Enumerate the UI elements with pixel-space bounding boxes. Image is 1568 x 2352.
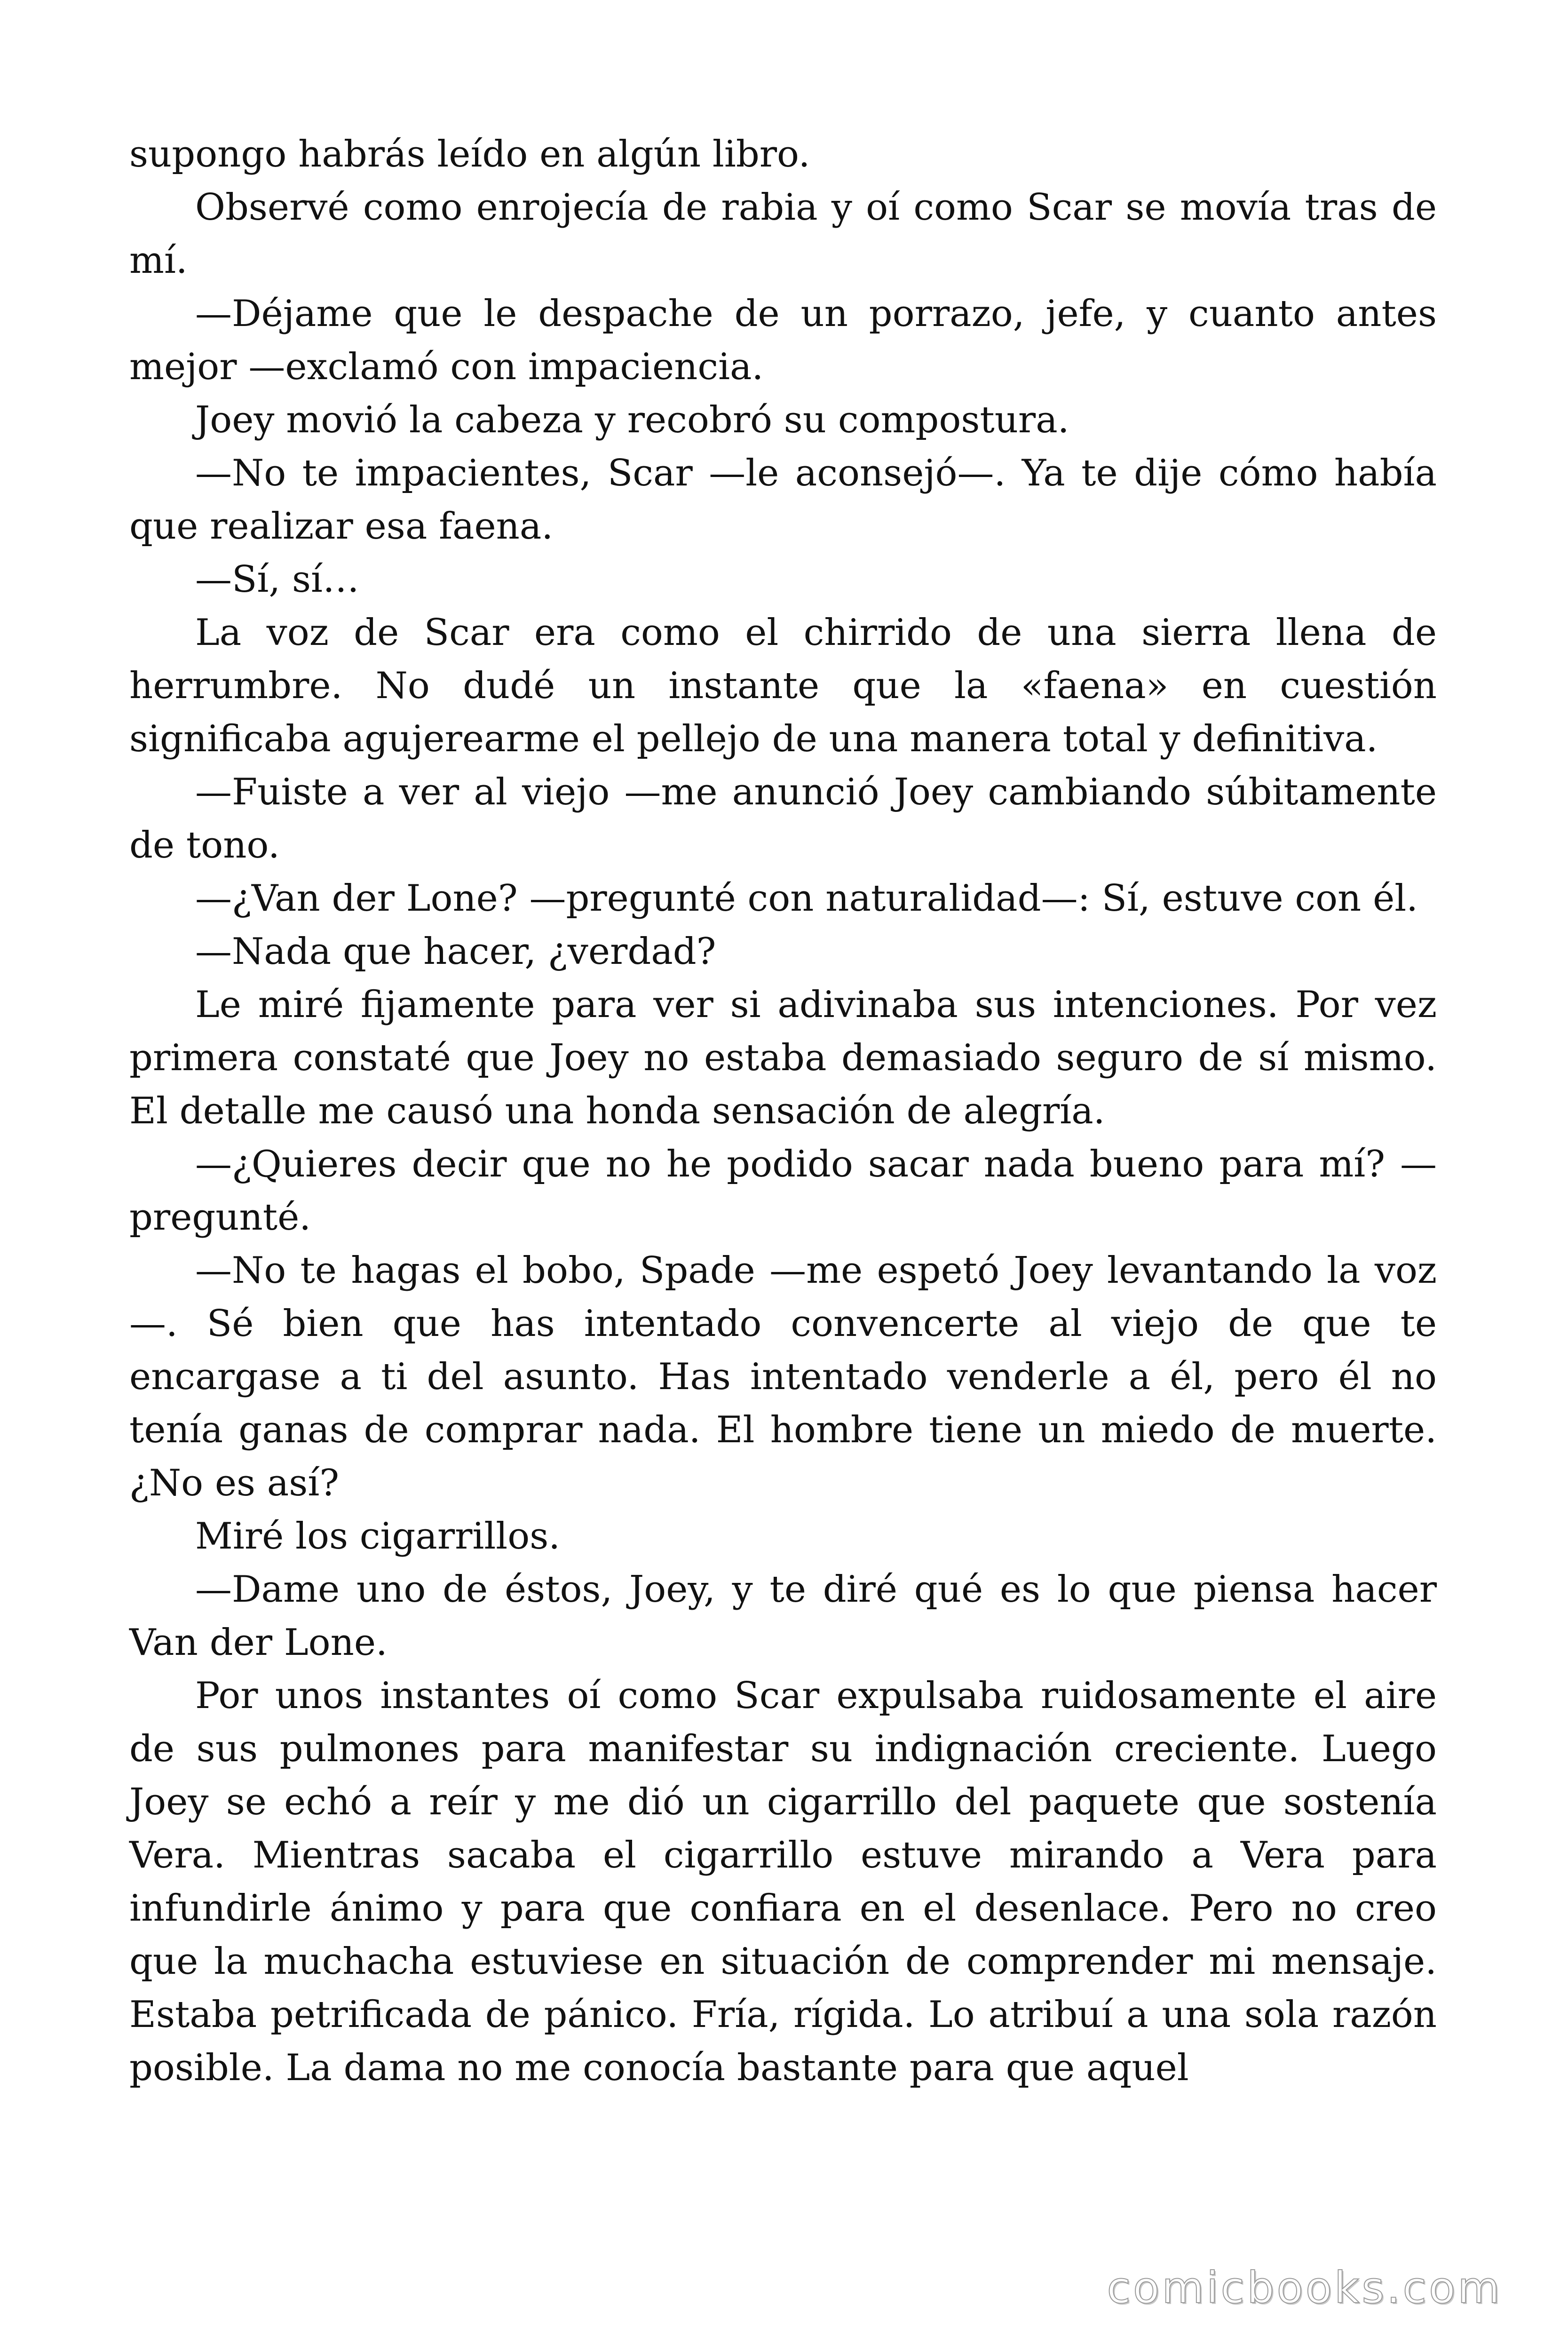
paragraph-5: —No te impacientes, Scar —le aconsejó—. Ya te dije cómo había que realizar esa faena. <box>129 452 1437 548</box>
paragraph-12: —¿Quieres decir que no he podido sacar nada bueno para mí? —pregunté. <box>129 1143 1437 1239</box>
paragraph-6: —Sí, sí… <box>195 558 359 601</box>
paragraph-2: Observé como enrojecía de rabia y oí como Scar se movía tras de mí. <box>129 186 1437 282</box>
watermark-text: comicbooks.com <box>1107 2263 1502 2313</box>
paragraph-15: —Dame uno de éstos, Joey, y te diré qué es lo que piensa hacer Van der Lone. <box>129 1568 1437 1664</box>
paragraph-8: —Fuiste a ver al viejo —me anunció Joey cambiando súbitamente de tono. <box>129 771 1437 866</box>
paragraph-16: Por unos instantes oí como Scar expulsaba ruidosamente el aire de sus pulmones para manifestar su indignación creciente. Luego Joey se echó a reír y me dió un cigarrillo del paquete que sostenía Vera. Mientras sacaba el cigarrillo estuve mirando a Vera para infundirle ánimo y para que confiara en el desenlace. Pero no creo que la muchacha estuviese en situación de comprender mi mensaje. Estaba petrificada de pánico. Fría, rígida. Lo atribuí a una sola razón posible. La dama no me conocía bastante para que aquel <box>129 1675 1437 2089</box>
paragraph-9: —¿Van der Lone? —pregunté con naturalidad—: Sí, estuve con él. <box>195 877 1418 920</box>
paragraph-10: —Nada que hacer, ¿verdad? <box>195 930 716 973</box>
paragraph-3: —Déjame que le despache de un porrazo, jefe, y cuanto antes mejor —exclamó con impaciencia. <box>129 293 1437 388</box>
paragraph-14: Miré los cigarrillos. <box>195 1515 561 1557</box>
paragraph-4: Joey movió la cabeza y recobró su compostura. <box>195 399 1069 441</box>
paragraph-7: La voz de Scar era como el chirrido de una sierra llena de herrumbre. No dudé un instante que la «faena» en cuestión significaba agujerearme el pellejo de una manera total y definitiva. <box>129 612 1437 760</box>
paragraph-11: Le miré fijamente para ver si adivinaba sus intenciones. Por vez primera constaté que Joey no estaba demasiado seguro de sí mismo. El detalle me causó una honda sensación de alegría. <box>129 984 1437 1132</box>
paragraph-13: —No te hagas el bobo, Spade —me espetó Joey levantando la voz—. Sé bien que has intentado convencerte al viejo de que te encargase a ti del asunto. Has intentado venderle a él, pero él no tenía ganas de comprar nada. El hombre tiene un miedo de muerte. ¿No es así? <box>129 1249 1437 1504</box>
paragraph-1: supongo habrás leído en algún libro. <box>129 133 810 175</box>
page-body <box>129 128 1437 2095</box>
